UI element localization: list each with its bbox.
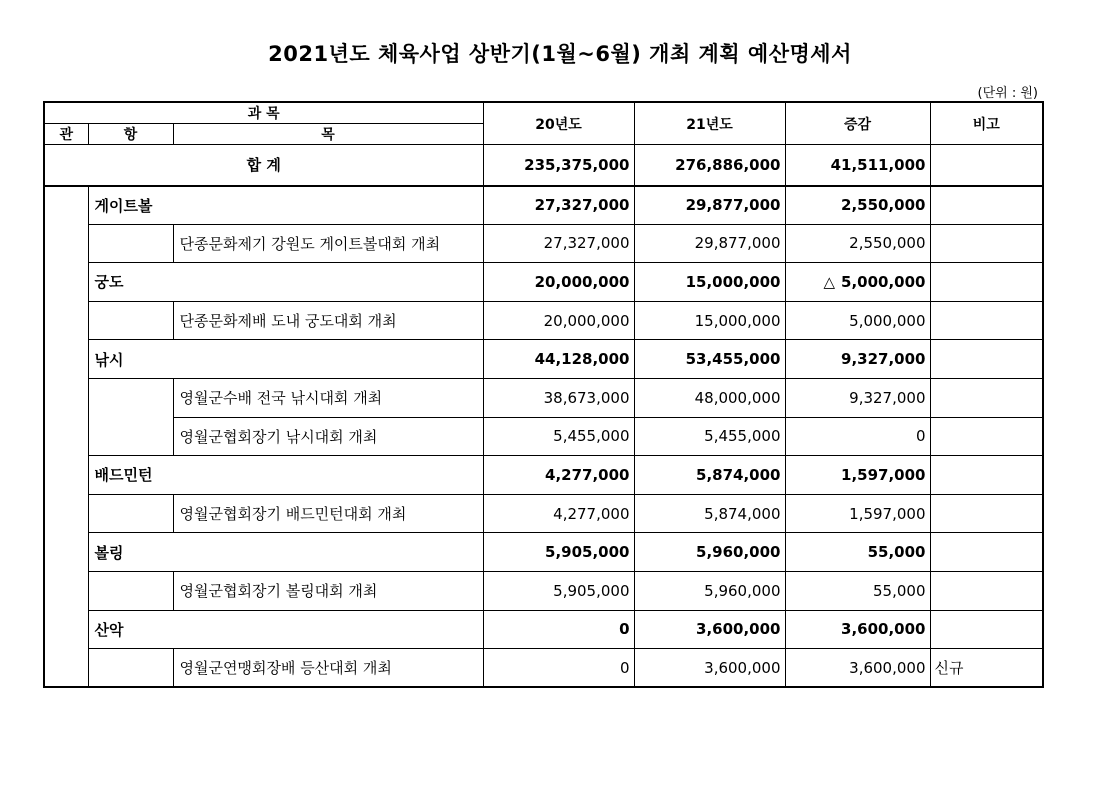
category-note	[930, 456, 1043, 495]
item-note	[930, 571, 1043, 610]
category-y20: 5,905,000	[483, 533, 634, 572]
item-name: 영월군협회장기 배드민턴대회 개최	[173, 494, 483, 533]
header-y21: 21년도	[634, 102, 785, 145]
item-y21: 5,455,000	[634, 417, 785, 456]
item-y20: 0	[483, 649, 634, 688]
item-row	[44, 378, 1043, 417]
item-note	[930, 417, 1043, 456]
hang-cell	[88, 571, 173, 610]
total-label: 합 계	[44, 145, 483, 186]
item-diff: 55,000	[785, 571, 930, 610]
category-y21: 3,600,000	[634, 610, 785, 649]
category-diff-value: 1,597,000	[841, 465, 926, 484]
item-row	[44, 571, 1043, 610]
category-diff	[785, 610, 930, 649]
header-diff: 증감	[785, 102, 930, 145]
category-diff-value: 3,600,000	[841, 620, 926, 639]
item-name: 단종문화제기 강원도 게이트볼대회 개최	[173, 224, 483, 263]
item-diff: 3,600,000	[785, 649, 930, 688]
item-note	[930, 378, 1043, 417]
item-diff: 1,597,000	[785, 494, 930, 533]
category-y20: 0	[483, 610, 634, 649]
item-diff: 0	[785, 417, 930, 456]
item-y21: 15,000,000	[634, 301, 785, 340]
item-y21: 29,877,000	[634, 224, 785, 263]
hang-cell	[88, 378, 173, 455]
item-name: 영월군협회장기 낚시대회 개최	[173, 417, 483, 456]
category-row	[44, 340, 1043, 379]
item-diff: 5,000,000	[785, 301, 930, 340]
item-row	[44, 649, 1043, 688]
item-row	[44, 224, 1043, 263]
header-hang: 항	[88, 124, 173, 145]
header-y20: 20년도	[483, 102, 634, 145]
category-diff	[785, 340, 930, 379]
hang-cell	[88, 649, 173, 688]
header-row-top	[44, 102, 1043, 124]
category-y20: 4,277,000	[483, 456, 634, 495]
total-note	[930, 145, 1043, 186]
category-y21: 29,877,000	[634, 186, 785, 225]
total-diff: 41,511,000	[785, 145, 930, 186]
category-name: 게이트볼	[88, 186, 483, 225]
category-name: 볼링	[88, 533, 483, 572]
category-note	[930, 186, 1043, 225]
total-row	[44, 145, 1043, 186]
category-note	[930, 340, 1043, 379]
category-row	[44, 610, 1043, 649]
category-diff-value: 5,000,000	[841, 272, 926, 291]
hang-cell	[88, 224, 173, 263]
category-name: 산악	[88, 610, 483, 649]
item-y20: 27,327,000	[483, 224, 634, 263]
unit-label: (단위 : 원)	[977, 86, 1038, 101]
category-y21: 15,000,000	[634, 263, 785, 302]
item-y20: 5,905,000	[483, 571, 634, 610]
category-y20: 44,128,000	[483, 340, 634, 379]
item-diff: 9,327,000	[785, 378, 930, 417]
gwan-cell	[44, 186, 88, 688]
item-name: 영월군협회장기 볼링대회 개최	[173, 571, 483, 610]
item-y21: 5,960,000	[634, 571, 785, 610]
header-gwamok: 과 목	[44, 102, 483, 124]
total-y21: 276,886,000	[634, 145, 785, 186]
category-diff	[785, 533, 930, 572]
category-name: 궁도	[88, 263, 483, 302]
table-body	[44, 102, 1043, 687]
hang-cell	[88, 494, 173, 533]
budget-table	[43, 101, 1044, 688]
category-note	[930, 533, 1043, 572]
item-y20: 5,455,000	[483, 417, 634, 456]
hang-cell	[88, 301, 173, 340]
category-y21: 5,874,000	[634, 456, 785, 495]
item-row	[44, 301, 1043, 340]
category-diff-value: 9,327,000	[841, 350, 926, 369]
header-note: 비고	[930, 102, 1043, 145]
item-note	[930, 301, 1043, 340]
category-y20: 20,000,000	[483, 263, 634, 302]
category-y21: 5,960,000	[634, 533, 785, 572]
decrease-mark: △	[823, 272, 836, 291]
item-name: 단종문화제배 도내 궁도대회 개최	[173, 301, 483, 340]
header-mok: 목	[173, 124, 483, 145]
item-y20: 38,673,000	[483, 378, 634, 417]
category-note	[930, 263, 1043, 302]
item-diff: 2,550,000	[785, 224, 930, 263]
category-name: 낚시	[88, 340, 483, 379]
category-diff	[785, 186, 930, 225]
category-name: 배드민턴	[88, 456, 483, 495]
item-name: 영월군연맹회장배 등산대회 개최	[173, 649, 483, 688]
item-note	[930, 494, 1043, 533]
category-note	[930, 610, 1043, 649]
item-row	[44, 494, 1043, 533]
category-row	[44, 456, 1043, 495]
category-row	[44, 186, 1043, 225]
item-y20: 4,277,000	[483, 494, 634, 533]
item-row	[44, 417, 1043, 456]
item-y21: 48,000,000	[634, 378, 785, 417]
item-y20: 20,000,000	[483, 301, 634, 340]
category-y21: 53,455,000	[634, 340, 785, 379]
category-diff	[785, 456, 930, 495]
total-y20: 235,375,000	[483, 145, 634, 186]
category-diff-value: 55,000	[867, 543, 926, 562]
document-title: 2021년도 체육사업 상반기(1월~6월) 개최 계획 예산명세서	[268, 42, 852, 66]
category-y20: 27,327,000	[483, 186, 634, 225]
category-row	[44, 263, 1043, 302]
item-note	[930, 224, 1043, 263]
header-gwan: 관	[44, 124, 88, 145]
item-y21: 5,874,000	[634, 494, 785, 533]
item-note: 신규	[930, 649, 1043, 688]
category-diff-value: 2,550,000	[841, 196, 926, 215]
category-diff	[785, 263, 930, 302]
category-row	[44, 533, 1043, 572]
item-y21: 3,600,000	[634, 649, 785, 688]
item-name: 영월군수배 전국 낚시대회 개최	[173, 378, 483, 417]
